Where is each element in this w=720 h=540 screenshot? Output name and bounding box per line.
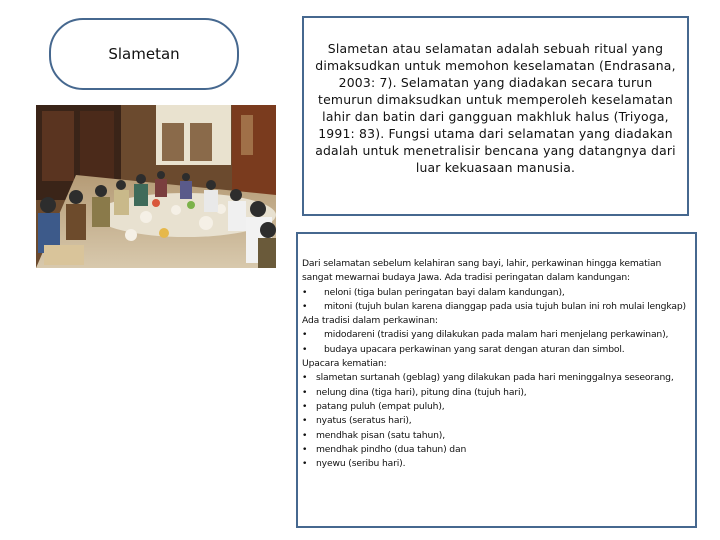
title-box — [49, 18, 239, 90]
detail-box — [296, 232, 697, 528]
description-box — [302, 16, 689, 216]
kematian-heading: Upacara kematian: — [302, 358, 387, 370]
kematian-list — [302, 371, 687, 471]
slametan-gathering-photo-icon — [36, 105, 276, 268]
description-text: Slametan atau selamatan adalah sebuah ritual yang dimaksudkan untuk memohon keselamatan (Endrasana, 2003: 7). Selamatan yang diadakan secara turun temurun dimaksudkan untuk memperoleh keselamatan lahir dan batin dari gangguan makhluk halus (Triyoga, 1991: 83). Fungsi utama dari selamatan yang diadakan adalah untuk menetralisir bencana yang datangnya dari luar kekuasaan manusia. — [315, 41, 676, 175]
perkawinan-heading: Ada tradisi dalam perkawinan: — [302, 315, 438, 327]
list-item: • nelung dina (tiga hari), pitung dina (tujuh hari), — [302, 386, 687, 400]
perkawinan-list — [302, 328, 687, 357]
detail-intro: Dari selamatan sebelum kelahiran sang bayi, lahir, perkawinan hingga kematian sangat mewarnai budaya Jawa. Ada tradisi peringatan dalam kandungan: — [302, 258, 662, 284]
list-item: • neloni (tiga bulan peringatan bayi dalam kandungan), — [302, 286, 687, 300]
list-item: • nyatus (seratus hari), — [302, 414, 687, 428]
slide-title: Slametan — [108, 45, 180, 63]
list-item: • mitoni (tujuh bulan karena dianggap pada usia tujuh bulan ini roh mulai lengkap) — [302, 300, 687, 314]
list-item: • patang puluh (empat puluh), — [302, 400, 687, 414]
kandungan-list — [302, 286, 687, 315]
list-item: • mendhak pisan (satu tahun), — [302, 429, 687, 443]
list-item: • budaya upacara perkawinan yang sarat dengan aturan dan simbol. — [302, 343, 687, 357]
list-item: • mendhak pindho (dua tahun) dan — [302, 443, 687, 457]
slametan-photo — [36, 105, 276, 268]
list-item: • slametan surtanah (geblag) yang dilakukan pada hari meninggalnya seseorang, — [302, 371, 687, 385]
list-item: • nyewu (seribu hari). — [302, 457, 687, 471]
list-item: • midodareni (tradisi yang dilakukan pada malam hari menjelang perkawinan), — [302, 328, 687, 342]
